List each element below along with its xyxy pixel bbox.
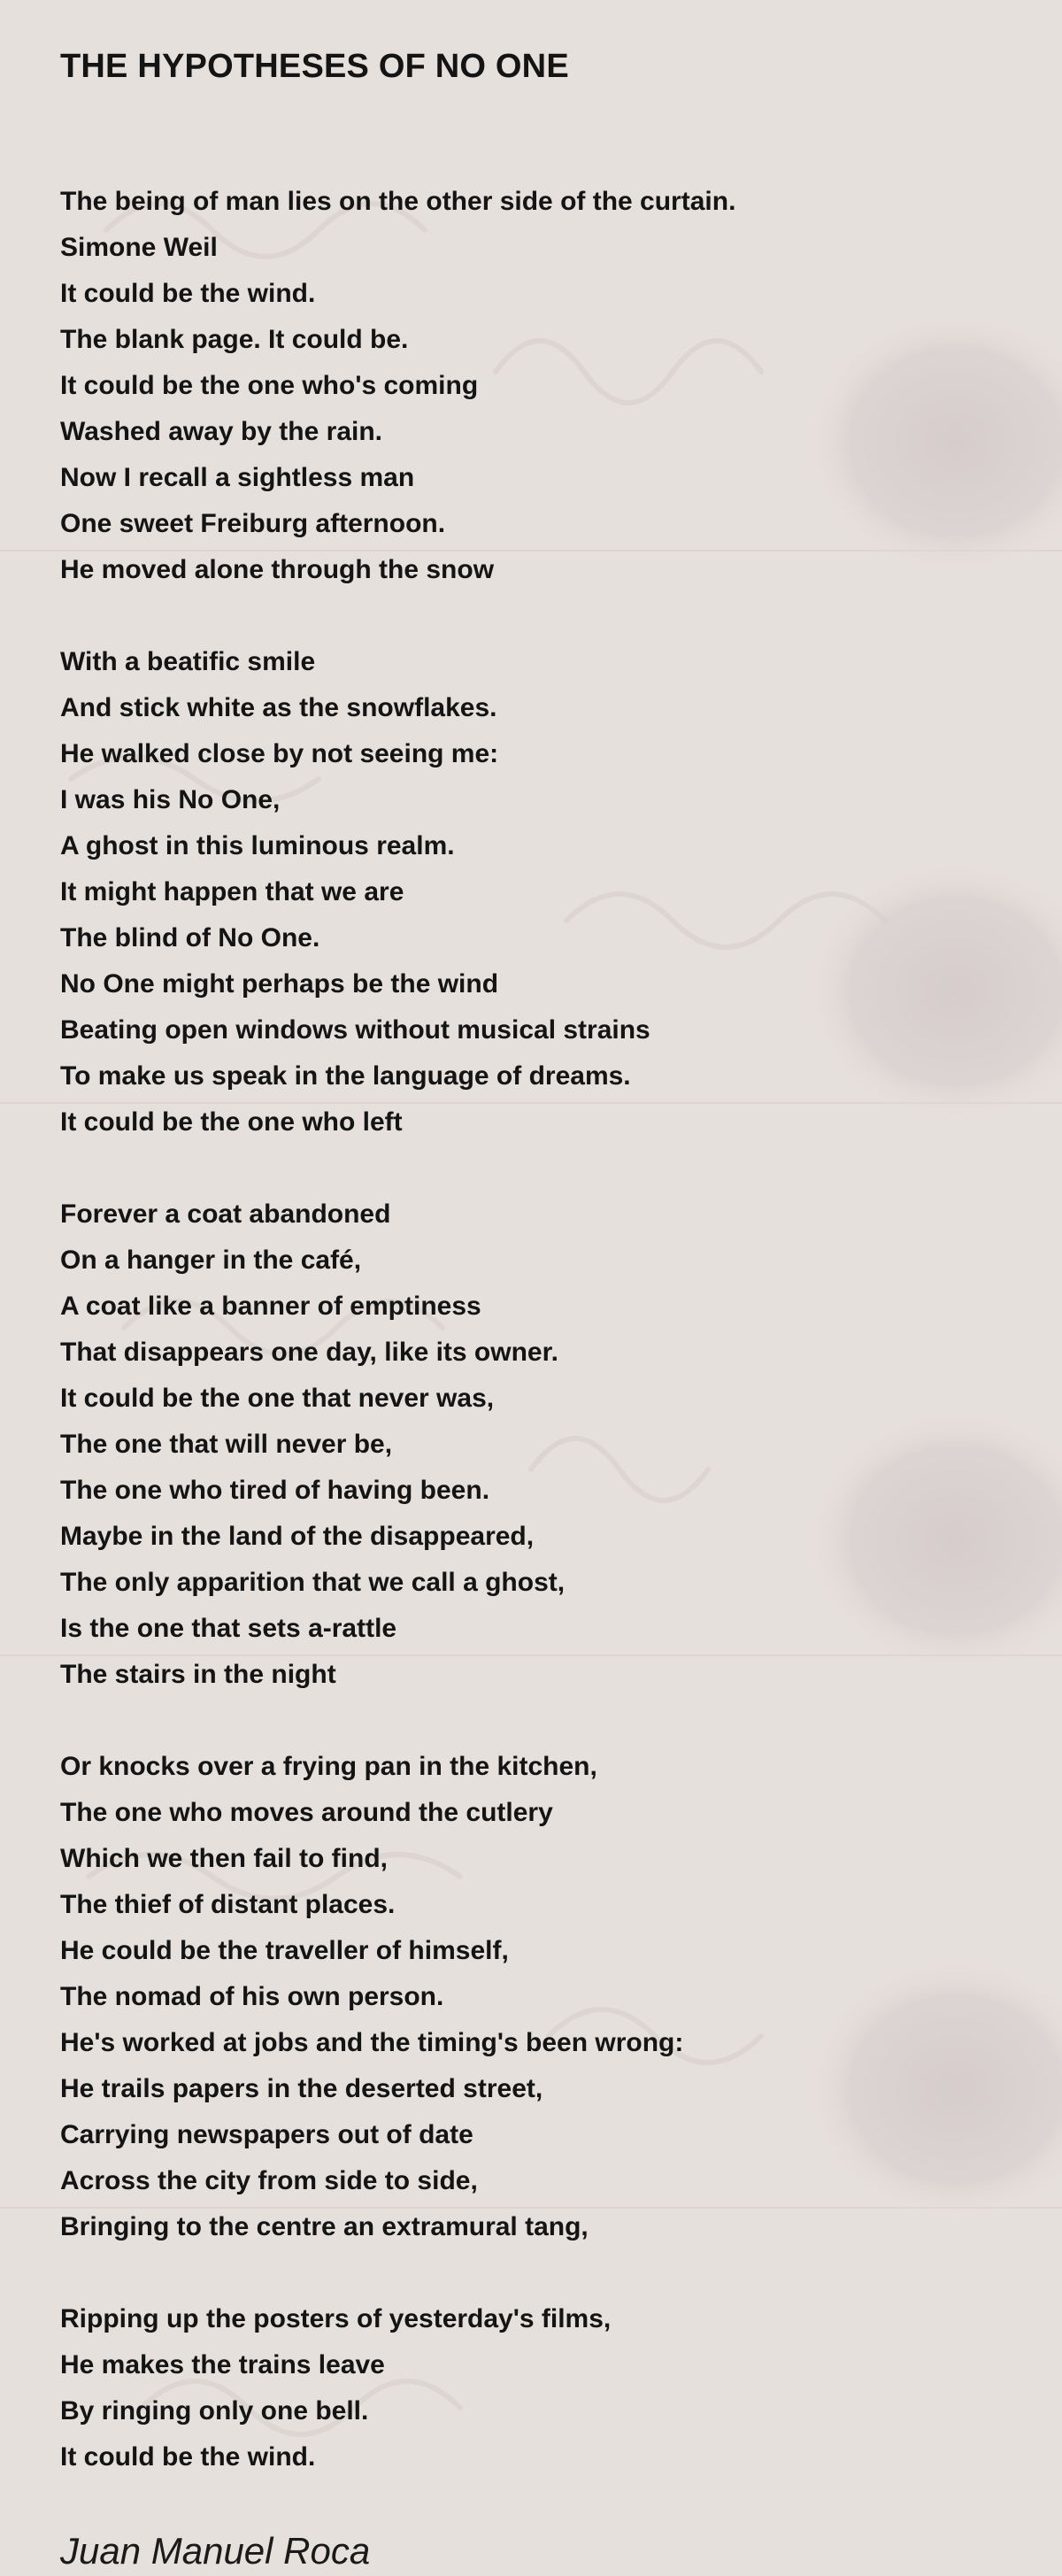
poem-line: Beating open windows without musical strains bbox=[60, 1015, 650, 1045]
poem-line: That disappears one day, like its owner. bbox=[60, 1338, 558, 1367]
stanza bbox=[60, 1192, 1062, 1698]
poem-line: Maybe in the land of the disappeared, bbox=[60, 1522, 535, 1551]
poem-line: The thief of distant places. bbox=[60, 1890, 396, 1919]
poem-line: He trails papers in the deserted street, bbox=[60, 2074, 543, 2103]
poem-line: No One might perhaps be the wind bbox=[60, 969, 499, 999]
poem-line: It could be the one who left bbox=[60, 1107, 403, 1137]
poem-body bbox=[60, 179, 1062, 2480]
poem-line: Or knocks over a frying pan in the kitchen, bbox=[60, 1752, 597, 1781]
poem-line: A ghost in this luminous realm. bbox=[60, 831, 455, 860]
poem-line: Which we then fail to find, bbox=[60, 1844, 388, 1873]
poem-line: And stick white as the snowflakes. bbox=[60, 693, 497, 722]
poem-line: I was his No One, bbox=[60, 785, 281, 814]
poem-author: Juan Manuel Roca bbox=[60, 2530, 371, 2572]
poem-line: He's worked at jobs and the timing's been wrong: bbox=[60, 2028, 684, 2057]
stanza bbox=[60, 2296, 1062, 2480]
poem-line: With a beatific smile bbox=[60, 647, 316, 676]
poem-line: Across the city from side to side, bbox=[60, 2166, 478, 2195]
poem-line: The one who tired of having been. bbox=[60, 1476, 490, 1505]
poem-line: It could be the wind. bbox=[60, 279, 316, 308]
poem-line: It could be the one who's coming bbox=[60, 371, 479, 400]
poem-line: It might happen that we are bbox=[60, 877, 404, 906]
poem-line: By ringing only one bell. bbox=[60, 2396, 369, 2426]
poem-line: On a hanger in the café, bbox=[60, 1246, 362, 1275]
poem-line: Washed away by the rain. bbox=[60, 417, 382, 446]
poem-line: The blind of No One. bbox=[60, 923, 320, 953]
poem-line: Carrying newspapers out of date bbox=[60, 2120, 473, 2149]
poem-line: He makes the trains leave bbox=[60, 2350, 385, 2379]
poem-title: THE HYPOTHESES OF NO ONE bbox=[60, 48, 569, 85]
poem-line: One sweet Freiburg afternoon. bbox=[60, 509, 446, 538]
poem-line: It could be the wind. bbox=[60, 2442, 316, 2472]
poem-line: A coat like a banner of emptiness bbox=[60, 1292, 481, 1321]
poem-line: The nomad of his own person. bbox=[60, 1982, 444, 2011]
poem-line: The stairs in the night bbox=[60, 1660, 336, 1689]
poem-line: Is the one that sets a-rattle bbox=[60, 1614, 397, 1643]
poem-line: He moved alone through the snow bbox=[60, 555, 495, 584]
poem-line: To make us speak in the language of dreams. bbox=[60, 1061, 631, 1091]
poem-line: He walked close by not seeing me: bbox=[60, 739, 499, 768]
poem-line: The one who moves around the cutlery bbox=[60, 1798, 553, 1827]
poem-line: The being of man lies on the other side of the curtain. bbox=[60, 187, 736, 216]
poem-line: The only apparition that we call a ghost, bbox=[60, 1568, 566, 1597]
stanza bbox=[60, 179, 1062, 593]
stanza bbox=[60, 1744, 1062, 2250]
poem-line: He could be the traveller of himself, bbox=[60, 1936, 509, 1965]
poem-line: Ripping up the posters of yesterday's films, bbox=[60, 2304, 612, 2333]
poem-line: The one that will never be, bbox=[60, 1430, 393, 1459]
stanza bbox=[60, 639, 1062, 1145]
poem-line: The blank page. It could be. bbox=[60, 325, 409, 354]
poem-line: Forever a coat abandoned bbox=[60, 1199, 391, 1229]
poem-line: Bringing to the centre an extramural tang, bbox=[60, 2212, 589, 2241]
poem-line: Simone Weil bbox=[60, 233, 218, 262]
poem-line: It could be the one that never was, bbox=[60, 1384, 495, 1413]
poem-line: Now I recall a sightless man bbox=[60, 463, 415, 492]
